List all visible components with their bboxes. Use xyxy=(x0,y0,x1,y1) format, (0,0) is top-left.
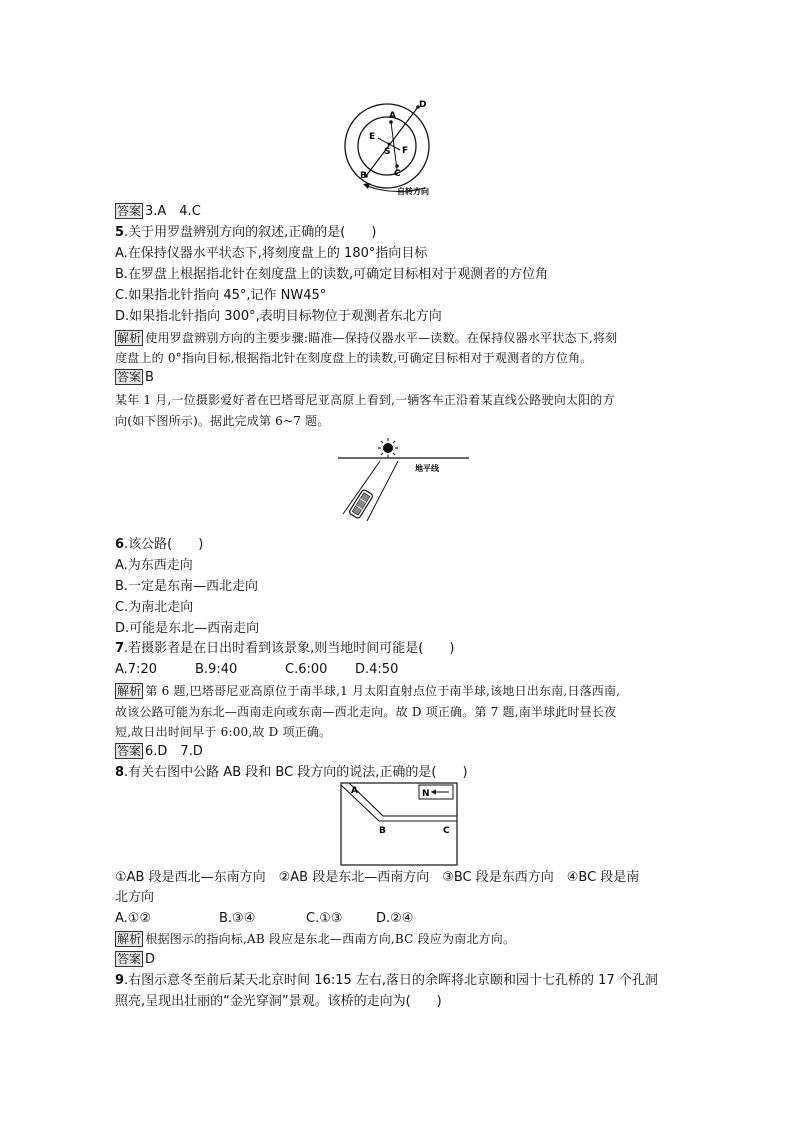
question-text: .该公路( ) xyxy=(124,537,204,552)
q7-option-a: A.7:20 xyxy=(115,662,157,677)
q7-option-d: D.4:50 xyxy=(355,662,399,677)
q8-option-b: B.③④ xyxy=(219,911,256,926)
q8-statements-line-1: ①AB 段是西北—东南方向 ②AB 段是东北—西南方向 ③BC 段是东西方向 ④BC 段是南 xyxy=(115,870,640,885)
question-8-stem xyxy=(115,764,468,782)
label-c: C xyxy=(443,826,450,836)
intro-6-7-line-1: 某年 1 月,一位摄影爱好者在巴塔哥尼亚高原上看到,一辆客车正沿着某直线公路驶向太阳的方 xyxy=(115,393,615,407)
label-d: D xyxy=(419,100,427,110)
question-5-stem xyxy=(115,224,376,242)
q67-explanation-line-3: 短,故日出时间早于 6:00,故 D 项正确。 xyxy=(115,725,332,739)
q7-options xyxy=(115,661,398,679)
q5-option-d: D.如果指北针指向 300°,表明目标物位于观测者东北方向 xyxy=(115,309,442,324)
question-text: .关于用罗盘辨别方向的叙述,正确的是( ) xyxy=(124,225,377,240)
q7-option-c: C.6:00 xyxy=(285,662,328,677)
answer-tag: 答案 xyxy=(117,744,142,758)
answer-tag: 答案 xyxy=(117,370,142,384)
bus-icon xyxy=(348,489,373,519)
label-b: B xyxy=(360,171,367,181)
label-b: B xyxy=(379,826,386,836)
q5-option-c: C.如果指北针指向 45°,记作 NW45° xyxy=(115,288,327,303)
question-9-line-2: 照亮,呈现出壮丽的“金光穿洞”景观。该桥的走向为( ) xyxy=(115,994,442,1009)
q6-option-b: B.一定是东南—西北走向 xyxy=(115,579,259,594)
answer-3-4 xyxy=(115,203,201,221)
label-c: C xyxy=(394,169,401,179)
q8-option-a: A.①② xyxy=(115,911,152,926)
q6-option-a: A.为东西走向 xyxy=(115,558,193,573)
explanation-tag: 解析 xyxy=(117,331,142,345)
label-s: S xyxy=(384,147,391,157)
answer-tag: 答案 xyxy=(117,952,142,966)
rotation-label: 自转方向 xyxy=(397,187,429,196)
answer-text: B xyxy=(145,370,154,385)
road-map-figure xyxy=(339,781,461,867)
answer-tag: 答案 xyxy=(117,204,142,218)
q5-option-b: B.在罗盘上根据指北针在刻度盘上的读数,可确定目标相对于观测者的方位角 xyxy=(115,267,549,282)
q67-answer xyxy=(115,743,203,761)
label-e: E xyxy=(369,132,376,142)
question-number: 9 xyxy=(115,973,125,988)
q8-option-d: D.②④ xyxy=(376,911,414,926)
answer-text: 3.A 4.C xyxy=(145,204,201,219)
question-number: 8 xyxy=(115,765,125,780)
question-text: .右图示意冬至前后某天北京时间 16:15 左右,落日的余晖将北京颐和园十七孔桥的 17 个孔洞 xyxy=(124,973,658,988)
q5-option-a: A.在保持仪器水平状态下,将刻度盘上的 180°指向目标 xyxy=(115,246,428,261)
question-number: 6 xyxy=(115,537,125,552)
explanation-text: 根据图示的指向标,AB 段应是东北—西南方向,BC 段应为南北方向。 xyxy=(145,932,516,946)
label-a: A xyxy=(389,111,396,121)
question-text: .有关右图中公路 AB 段和 BC 段方向的说法,正确的是( ) xyxy=(124,765,468,780)
label-a: A xyxy=(351,786,358,796)
intro-6-7-line-2: 向(如下图所示)。据此完成第 6~7 题。 xyxy=(115,414,330,428)
label-f: F xyxy=(402,146,409,156)
q6-option-c: C.为南北走向 xyxy=(115,600,194,615)
q8-options xyxy=(115,910,413,928)
explanation-tag: 解析 xyxy=(117,932,142,946)
question-7-stem xyxy=(115,640,454,658)
question-number: 5 xyxy=(115,225,125,240)
q5-answer xyxy=(115,369,154,387)
q8-statements-line-2: 北方向 xyxy=(115,890,155,905)
q7-option-b: B.9:40 xyxy=(195,662,238,677)
q67-explanation-line-1 xyxy=(115,682,620,700)
q6-option-d: D.可能是东北—西南走向 xyxy=(115,621,260,636)
answer-text: 6.D 7.D xyxy=(145,744,203,759)
q8-answer xyxy=(115,951,155,969)
question-number: 7 xyxy=(115,641,125,656)
question-9-line-1 xyxy=(115,972,658,990)
q8-explanation xyxy=(115,930,515,948)
q5-explanation-line-2: 度盘上的 0°指向目标,根据指北针在刻度盘上的读数,可确定目标相对于观测者的方位角。 xyxy=(115,351,593,365)
north-label: N xyxy=(422,789,430,799)
question-6-stem xyxy=(115,536,203,554)
answer-text: D xyxy=(145,952,156,967)
q67-explanation-line-2: 故该公路可能为东北—西南走向或东南—西北走向。故 D 项正确。第 7 题,南半球此时昼长夜 xyxy=(115,705,617,719)
explanation-text: 使用罗盘辨别方向的主要步骤:瞄准—保持仪器水平—读数。在保持仪器水平状态下,将刻 xyxy=(145,331,618,345)
explanation-text: 第 6 题,巴塔哥尼亚高原位于南半球,1 月太阳直射点位于南半球,该地日出东南,日落西南, xyxy=(145,684,621,698)
q8-option-c: C.①③ xyxy=(306,911,343,926)
sun-road-figure xyxy=(335,436,475,526)
question-text: .若摄影者是在日出时看到该景象,则当地时间可能是( ) xyxy=(124,641,455,656)
sun-icon xyxy=(378,438,398,458)
explanation-tag: 解析 xyxy=(117,684,142,698)
globe-rotation-figure xyxy=(335,96,475,200)
horizon-label: 地平线 xyxy=(415,464,439,473)
q5-explanation-line-1 xyxy=(115,329,617,347)
